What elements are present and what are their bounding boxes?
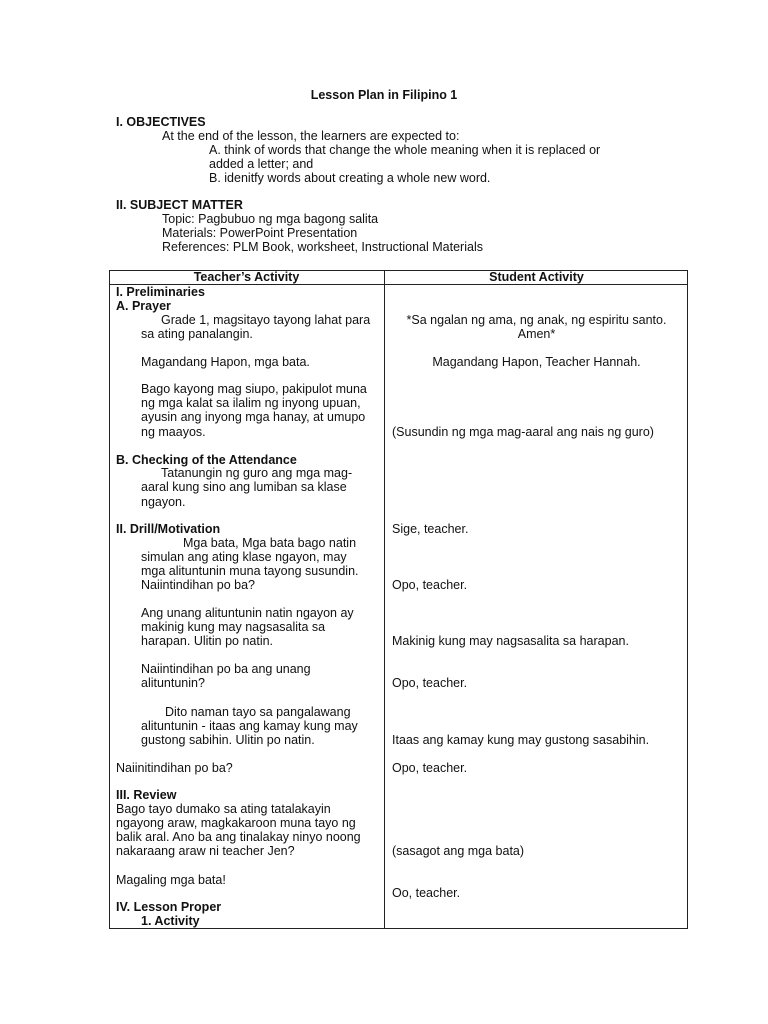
teacher-attendance-l3: ngayon.	[141, 495, 186, 509]
teacher-drill-l2: simulan ang ating klase ngayon, may	[141, 550, 347, 564]
student-activity-header: Student Activity	[489, 270, 584, 284]
student-repeat-rule1: Makinig kung may nagsasalita sa harapan.	[392, 634, 629, 648]
student-follow: (Susundin ng mga mag-aaral ang nais ng guro)	[392, 425, 654, 439]
teacher-attendance-l2: aaral kung sino ang lumiban sa klase	[141, 480, 347, 494]
student-opo-1: Opo, teacher.	[392, 578, 468, 592]
attendance-heading: B. Checking of the Attendance	[116, 453, 297, 467]
teacher-review-l4: nakaraang araw ni teacher Jen?	[116, 844, 295, 858]
teacher-drill-l4: Naiintindihan po ba?	[141, 578, 255, 592]
teacher-review-l1: Bago tayo dumako sa ating tatalakayin	[116, 802, 331, 816]
teacher-pickup-l1: Bago kayong mag siupo, pakipulot muna	[141, 382, 367, 396]
teacher-rule2-l3: gustong sabihin. Ulitin po natin.	[141, 733, 315, 747]
student-sige: Sige, teacher.	[392, 522, 469, 536]
teacher-question1-l2: alituntunin?	[141, 676, 205, 690]
drill-heading: II. Drill/Motivation	[116, 522, 221, 536]
objective-b: B. idenitfy words about creating a whole new word.	[209, 171, 491, 185]
teacher-review-l3: balik aral. Ano ba ang tinalakay ninyo noong	[116, 830, 361, 844]
teacher-prayer-l2: sa ating panalangin.	[141, 327, 253, 341]
subject-topic: Topic: Pagbubuo ng mga bagong salita	[162, 212, 379, 226]
student-opo-3: Opo, teacher.	[392, 761, 468, 775]
student-oo: Oo, teacher.	[392, 886, 461, 900]
student-greeting: Magandang Hapon, Teacher Hannah.	[432, 355, 641, 369]
page-title: Lesson Plan in Filipino 1	[310, 88, 458, 102]
student-repeat-rule2: Itaas ang kamay kung may gustong sasabihin.	[392, 733, 650, 747]
teacher-rule2-l2: alituntunin - itaas ang kamay kung may	[141, 719, 358, 733]
teacher-praise: Magaling mga bata!	[116, 873, 226, 887]
teacher-rule2-l1: Dito naman tayo sa pangalawang	[165, 705, 351, 719]
teacher-question1-l1: Naiintindihan po ba ang unang	[141, 662, 311, 676]
subject-matter-heading: II. SUBJECT MATTER	[116, 198, 243, 212]
teacher-drill-l3: mga alituntunin muna tayong susundin.	[141, 564, 359, 578]
teacher-prayer-l1: Grade 1, magsitayo tayong lahat para	[161, 313, 371, 327]
objectives-heading: I. OBJECTIVES	[116, 115, 206, 129]
teacher-pickup-l3: ayusin ang inyong mga hanay, at umupo	[141, 410, 366, 424]
student-prayer-l2: Amen*	[517, 327, 556, 341]
teacher-pickup-l2: ng mga kalat sa ilalim ng inyong upuan,	[141, 396, 361, 410]
teacher-review-l2: ngayong araw, magkakaroon muna tayo ng	[116, 816, 356, 830]
student-answer: (sasagot ang mga bata)	[392, 844, 525, 858]
lesson-proper-heading: IV. Lesson Proper	[116, 900, 222, 914]
prayer-heading: A. Prayer	[116, 299, 171, 313]
preliminaries-heading: I. Preliminaries	[116, 285, 205, 299]
teacher-activity-header: Teacher’s Activity	[193, 270, 300, 284]
subject-materials: Materials: PowerPoint Presentation	[162, 226, 358, 240]
objective-a-line2: added a letter; and	[209, 157, 314, 171]
teacher-rule1-l1: Ang unang alituntunin natin ngayon ay	[141, 606, 354, 620]
subject-references: References: PLM Book, worksheet, Instructional Materials	[162, 240, 483, 254]
objectives-intro: At the end of the lesson, the learners are expected to:	[162, 129, 460, 143]
activity-heading: 1. Activity	[141, 914, 200, 928]
review-heading: III. Review	[116, 788, 177, 802]
teacher-greeting: Magandang Hapon, mga bata.	[141, 355, 310, 369]
objective-a-line1: A. think of words that change the whole meaning when it is replaced or	[209, 143, 601, 157]
student-prayer-l1: *Sa ngalan ng ama, ng anak, ng espiritu santo.	[406, 313, 667, 327]
student-opo-2: Opo, teacher.	[392, 676, 468, 690]
teacher-attendance-l1: Tatanungin ng guro ang mga mag-	[161, 466, 353, 480]
teacher-drill-l1: Mga bata, Mga bata bago natin	[183, 536, 357, 550]
teacher-rule1-l3: harapan. Ulitin po natin.	[141, 634, 274, 648]
teacher-rule1-l2: makinig kung may nagsasalita sa	[141, 620, 326, 634]
teacher-question2: Naiinitindihan po ba?	[116, 761, 233, 775]
teacher-pickup-l4: ng maayos.	[141, 425, 206, 439]
